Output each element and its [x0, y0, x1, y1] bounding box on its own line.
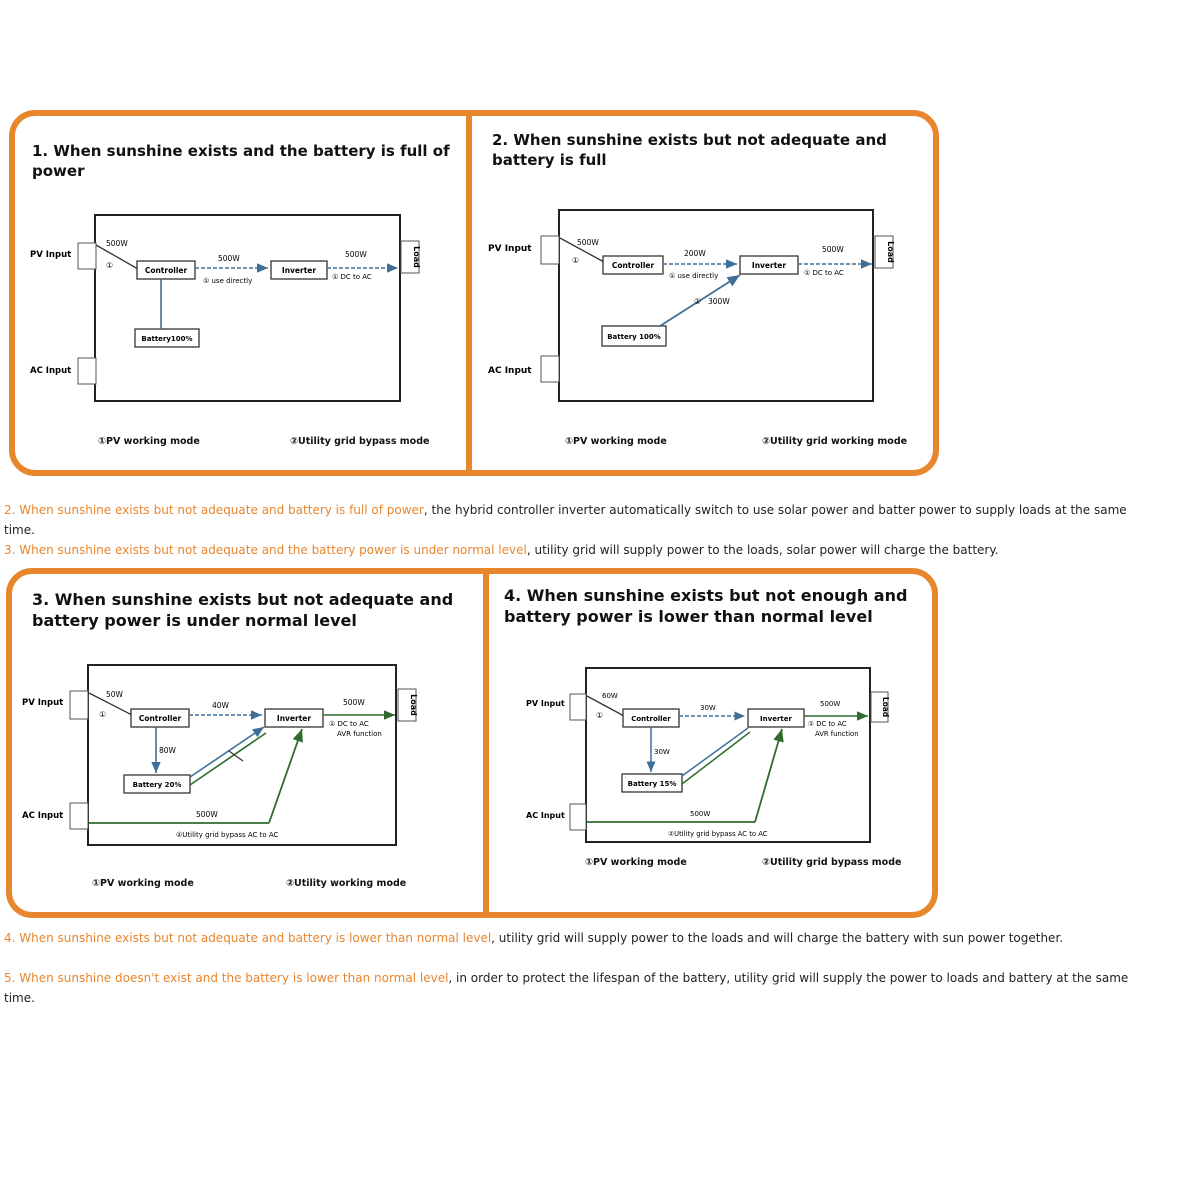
ctrl-batt-watt: 80W	[159, 746, 176, 755]
inv-load-watt: 500W	[343, 698, 365, 707]
panel-4-diagram	[520, 658, 900, 848]
panel-2-mode-left: ①PV working mode	[565, 436, 667, 447]
ac-bypass-watt: 500W	[196, 810, 218, 819]
load-label: Load	[881, 696, 890, 718]
inv-load-watt: 500W	[822, 245, 844, 254]
controller-label: Controller	[138, 714, 182, 723]
controller-label: Controller	[611, 261, 655, 270]
pv-input-port	[541, 236, 559, 264]
pv-input-port	[78, 243, 96, 269]
note-4	[4, 928, 1129, 948]
inverter-label: Inverter	[276, 714, 312, 723]
ac-input-label: AC Input	[30, 366, 72, 376]
system-box	[88, 665, 396, 845]
inv-load-note-2: AVR function	[815, 730, 859, 738]
pv-marker: ①	[596, 711, 604, 720]
pv-input-label: PV Input	[30, 250, 72, 260]
inv-load-note-1: ① DC to AC	[329, 720, 369, 728]
panel-2-mode-right: ②Utility grid working mode	[762, 436, 908, 447]
batt-inv-flow-b	[682, 732, 750, 784]
batt-inv-flow-a	[682, 728, 748, 776]
note-4-highlight: 4. When sunshine exists but not adequate and battery is lower than normal level	[4, 931, 492, 945]
system-box	[586, 668, 870, 842]
inverter-label: Inverter	[281, 266, 317, 275]
battery-label: Battery100%	[141, 335, 193, 343]
pv-watt: 500W	[106, 239, 128, 248]
pv-marker: ①	[99, 710, 107, 719]
note-3	[4, 540, 1129, 560]
ac-bypass-watt: 500W	[690, 810, 711, 818]
ctrl-inv-watt: 500W	[218, 254, 240, 263]
panel-4-title: 4. When sunshine exists but not enough and battery power is lower than normal level	[504, 586, 908, 626]
ctrl-inv-watt: 40W	[212, 701, 229, 710]
ac-input-label: AC Input	[22, 811, 64, 821]
ctrl-inv-note: ① use directly	[203, 277, 253, 285]
ac-bypass-up	[269, 729, 302, 823]
panel-3-diagram	[16, 655, 436, 855]
ac-input-port	[541, 356, 559, 382]
note-2-text: , the hybrid controller inverter automatically switch to use solar power and batter power to supply loads at the same time.	[4, 503, 1127, 537]
battery-label: Battery 100%	[607, 333, 661, 341]
batt-inv-flow-a	[190, 727, 264, 777]
pv-watt: 60W	[602, 692, 618, 700]
top-panel-divider	[466, 112, 472, 474]
ac-bypass-note: ②Utility grid bypass AC to AC	[176, 831, 279, 839]
batt-inv-flow-b	[190, 733, 266, 785]
panel-4-mode-left: ①PV working mode	[585, 857, 687, 868]
pv-input-label: PV Input	[526, 699, 565, 708]
battery-label: Battery 20%	[132, 781, 182, 789]
inv-load-note-2: AVR function	[337, 730, 382, 738]
pv-input-port	[570, 694, 586, 720]
note-3-text: , utility grid will supply power to the loads, solar power will charge the battery.	[526, 543, 999, 557]
ac-input-label: AC Input	[526, 811, 565, 820]
note-4-text: , utility grid will supply power to the loads and will charge the battery with sun power together.	[491, 931, 1064, 945]
load-label: Load	[409, 694, 418, 716]
note-2	[4, 500, 1129, 540]
pv-input-label: PV Input	[22, 698, 64, 708]
ctrl-inv-watt: 30W	[700, 704, 716, 712]
system-box	[95, 215, 400, 401]
battery-label: Battery 15%	[627, 780, 677, 788]
ac-bypass-note: ②Utility grid bypass AC to AC	[668, 830, 768, 838]
inv-load-watt: 500W	[345, 250, 367, 259]
note-5-text: , in order to protect the lifespan of the battery, utility grid will supply the power to loads and battery at the same time.	[4, 971, 1129, 1005]
panel-3-mode-left: ①PV working mode	[92, 878, 194, 889]
inv-load-note: ① DC to AC	[332, 273, 372, 281]
ctrl-batt-watt: 30W	[654, 748, 670, 756]
inv-load-note-1: ① DC to AC	[808, 720, 847, 728]
bottom-panel-divider	[483, 570, 489, 916]
note-2-highlight: 2. When sunshine exists but not adequate and battery is full of power	[4, 503, 424, 517]
panel-2-title: 2. When sunshine exists but not adequate and battery is full	[492, 131, 887, 169]
ac-input-port	[570, 804, 586, 830]
note-3-highlight: 3. When sunshine exists but not adequate and the battery power is under normal level	[4, 543, 527, 557]
pv-line	[96, 245, 138, 269]
ac-input-label: AC Input	[488, 366, 532, 376]
panel-1-title: 1. When sunshine exists and the battery is full of power	[32, 142, 450, 180]
panel-2-diagram	[482, 200, 912, 410]
ac-bypass-up	[755, 729, 782, 822]
inv-load-watt: 500W	[820, 700, 841, 708]
inverter-label: Inverter	[760, 715, 792, 723]
inverter-label: Inverter	[751, 261, 787, 270]
batt-inv-marker: ①	[694, 297, 702, 306]
pv-marker: ①	[572, 256, 580, 265]
pv-input-label: PV Input	[488, 244, 532, 254]
ctrl-inv-watt: 200W	[684, 249, 706, 258]
panel-3-mode-right: ②Utility working mode	[286, 878, 407, 889]
panel-3-title: 3. When sunshine exists but not adequate and battery power is under normal level	[32, 590, 454, 630]
load-label: Load	[886, 241, 895, 263]
controller-label: Controller	[144, 266, 188, 275]
load-label: Load	[412, 246, 421, 268]
panel-1-mode-right: ②Utility grid bypass mode	[290, 436, 430, 447]
note-5-highlight: 5. When sunshine doesn't exist and the battery is lower than normal level	[4, 971, 449, 985]
batt-inv-watt: 300W	[708, 297, 730, 306]
panel-4-mode-right: ②Utility grid bypass mode	[762, 857, 902, 868]
ac-input-port	[78, 358, 96, 384]
ac-input-port	[70, 803, 88, 829]
controller-label: Controller	[631, 715, 671, 723]
pv-watt: 50W	[106, 690, 123, 699]
note-5	[4, 968, 1129, 1008]
panel-1-diagram	[20, 205, 440, 410]
panel-1-mode-left: ①PV working mode	[98, 436, 200, 447]
pv-marker: ①	[106, 261, 114, 270]
pv-input-port	[70, 691, 88, 719]
ctrl-inv-note: ① use directly	[669, 272, 719, 280]
pv-watt: 500W	[577, 238, 599, 247]
inv-load-note: ① DC to AC	[804, 269, 844, 277]
